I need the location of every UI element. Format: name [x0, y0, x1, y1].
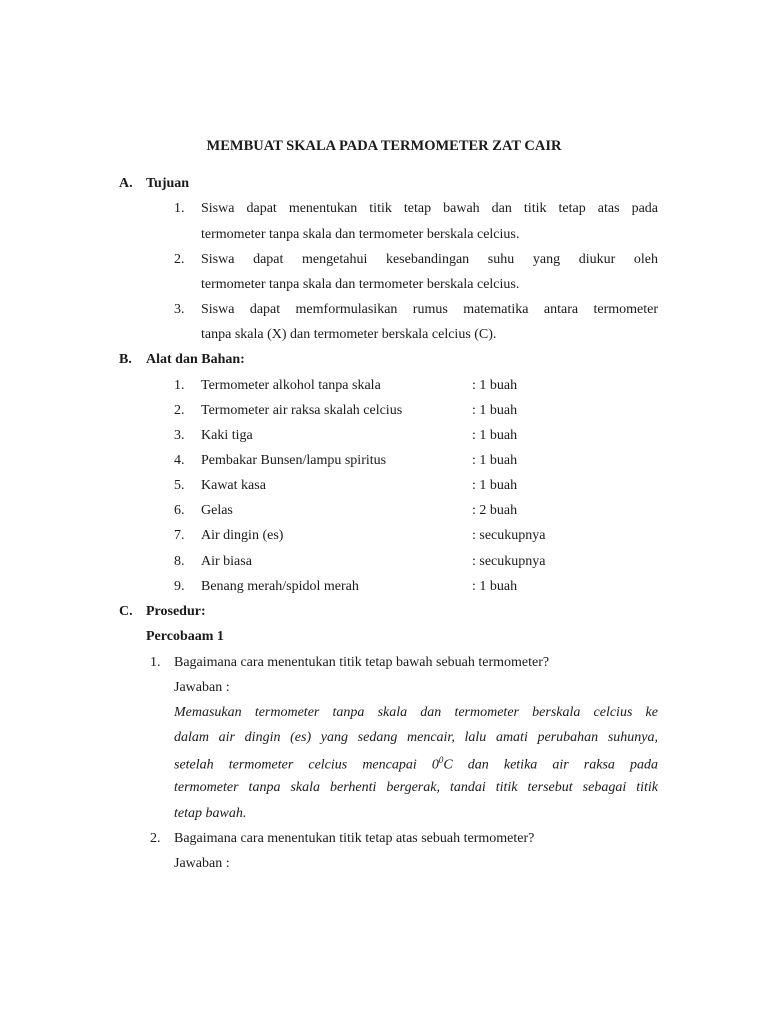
material-quantity: : 2 buah: [472, 503, 518, 518]
material-name: Termometer alkohol tanpa skala: [201, 378, 381, 393]
material-quantity: : 1 buah: [472, 579, 518, 594]
material-name: Air biasa: [201, 554, 252, 569]
section-b-heading: Alat dan Bahan:: [146, 352, 245, 367]
material-name: Pembakar Bunsen/lampu spiritus: [201, 453, 387, 468]
material-quantity: : secukupnya: [472, 528, 546, 543]
section-b-letter: B.: [119, 352, 132, 367]
material-number: 8.: [174, 554, 185, 569]
section-c-letter: C.: [119, 604, 133, 619]
list-item-number: 3.: [174, 302, 185, 317]
list-item-text: Siswa dapat memformulasikan rumus matematika antara termometer: [201, 302, 658, 317]
question-text: Bagaimana cara menentukan titik tetap atas sebuah termometer?: [174, 831, 535, 846]
material-name: Kaki tiga: [201, 428, 253, 443]
material-number: 1.: [174, 378, 185, 393]
material-quantity: : secukupnya: [472, 554, 546, 569]
material-quantity: : 1 buah: [472, 403, 518, 418]
material-name: Benang merah/spidol merah: [201, 579, 359, 594]
section-a-heading: Tujuan: [146, 176, 190, 191]
experiment-subheading: Percobaam 1: [146, 629, 224, 644]
section-c-heading: Prosedur:: [146, 604, 206, 619]
degree-superscript: 0: [438, 755, 444, 765]
answer-label: Jawaban :: [174, 856, 230, 871]
degree-unit: C: [443, 757, 453, 773]
list-item-text: termometer tanpa skala dan termometer berskala celcius.: [201, 227, 520, 242]
material-quantity: : 1 buah: [472, 428, 518, 443]
list-item-text: termometer tanpa skala dan termometer berskala celcius.: [201, 277, 520, 292]
list-item-text: Siswa dapat menentukan titik tetap bawah dan titik tetap atas pada: [201, 201, 658, 216]
section-a-letter: A.: [119, 176, 133, 191]
material-name: Kawat kasa: [201, 478, 266, 493]
answer-text-segment: setelah termometer celcius mencapai 0: [174, 757, 439, 773]
answer-label: Jawaban :: [174, 680, 230, 695]
answer-text-line-degree: [174, 755, 658, 774]
material-number: 2.: [174, 403, 185, 418]
answer-text-line: termometer tanpa skala berhenti bergerak, tandai titik tersebut sebagai titik: [174, 780, 658, 795]
material-number: 5.: [174, 478, 185, 493]
answer-text-segment: dan ketika air raksa pada: [452, 757, 658, 773]
material-number: 4.: [174, 453, 185, 468]
material-number: 7.: [174, 528, 185, 543]
answer-text-line: tetap bawah.: [174, 806, 247, 821]
material-name: Termometer air raksa skalah celcius: [201, 403, 403, 418]
list-item-text: Siswa dapat mengetahui kesebandingan suhu yang diukur oleh: [201, 252, 658, 267]
answer-text-line: dalam air dingin (es) yang sedang mencair, lalu amati perubahan suhunya,: [174, 730, 658, 745]
material-number: 3.: [174, 428, 185, 443]
question-number: 1.: [150, 655, 161, 670]
list-item-text: tanpa skala (X) dan termometer berskala celcius (C).: [201, 327, 497, 342]
list-item-number: 2.: [174, 252, 185, 267]
material-quantity: : 1 buah: [472, 378, 518, 393]
material-number: 6.: [174, 503, 185, 518]
page-title: MEMBUAT SKALA PADA TERMOMETER ZAT CAIR: [206, 138, 562, 154]
answer-text-line: Memasukan termometer tanpa skala dan termometer berskala celcius ke: [174, 705, 658, 720]
material-name: Air dingin (es): [201, 528, 284, 543]
material-name: Gelas: [201, 503, 233, 518]
material-number: 9.: [174, 579, 185, 594]
material-quantity: : 1 buah: [472, 478, 518, 493]
list-item-number: 1.: [174, 201, 185, 216]
material-quantity: : 1 buah: [472, 453, 518, 468]
question-number: 2.: [150, 831, 161, 846]
question-text: Bagaimana cara menentukan titik tetap bawah sebuah termometer?: [174, 655, 550, 670]
